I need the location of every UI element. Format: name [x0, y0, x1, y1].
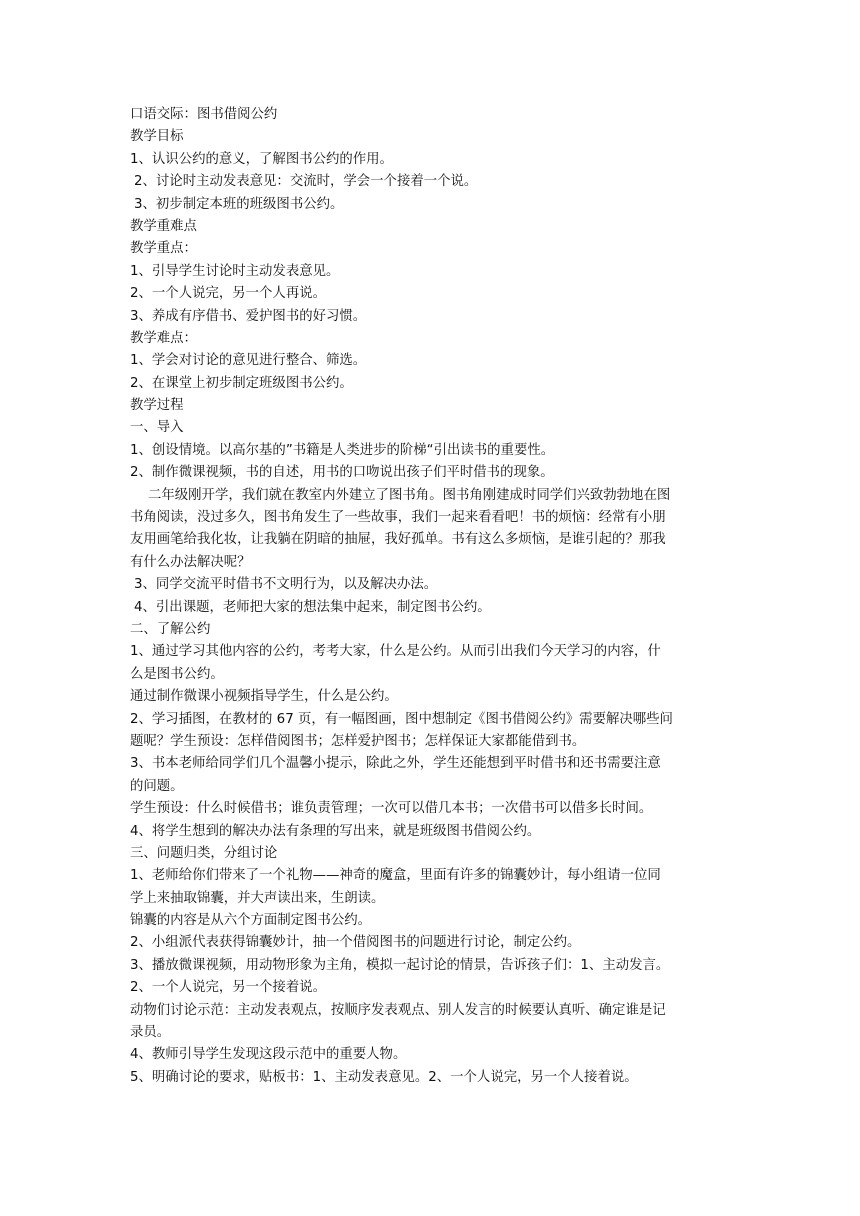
paragraph-line: 3、养成有序借书、爱护图书的好习惯。 — [130, 308, 367, 324]
paragraph-line: 4、引出课题，老师把大家的想法集中起来，制定图书公约。 — [134, 599, 491, 615]
paragraph-line: 录员。 — [130, 1025, 171, 1041]
paragraph-line: 1、认识公约的意义，了解图书公约的作用。 — [130, 151, 393, 167]
document-title: 口语交际：图书借阅公约 — [130, 107, 278, 122]
paragraph-line: 2、一个人说完，另一个接着说。 — [130, 980, 326, 996]
paragraph-line: 1、创设情境。以高尔基的”书籍是人类进步的阶梯“引出读书的重要性。 — [130, 442, 555, 458]
paragraph-line: 2、制作微课视频，书的自述，用书的口吻说出孩子们平时借书的现象。 — [130, 465, 554, 481]
paragraph-line: 学生预设：什么时候借书；谁负责管理；一次可以借几本书；一次借书可以借多长时间。 — [130, 801, 653, 817]
paragraph-line: 1、老师给你们带来了一个礼物——神奇的魔盒，里面有许多的锦囊妙计，每小组请一位同 — [130, 868, 661, 884]
paragraph-line: 2、讨论时主动发表意见：交流时，学会一个接着一个说。 — [134, 174, 478, 190]
subsection-heading: 一、导入 — [130, 420, 184, 436]
subsection-heading: 二、了解公约 — [130, 621, 211, 637]
paragraph-line: 学上来抽取锦囊，并大声读出来，生朗读。 — [130, 890, 385, 906]
section-heading: 教学过程 — [130, 398, 184, 414]
paragraph-line: 书角阅读，没过多久，图书角发生了一些故事，我们一起来看看吧！书的烦恼：经常有小朋 — [130, 510, 666, 526]
paragraph-line: 1、通过学习其他内容的公约，考考大家，什么是公约。从而引出我们今天学习的内容，什 — [130, 644, 661, 660]
paragraph-line: 4、教师引导学生发现这段示范中的重要人物。 — [130, 1047, 407, 1063]
paragraph-line: 2、一个人说完，另一个人再说。 — [130, 286, 326, 302]
subsection-heading: 教学重点： — [130, 241, 197, 257]
paragraph-line: 5、明确讨论的要求，贴板书：1、主动发表意见。2、一个人说完，另一个人接着说。 — [130, 1069, 638, 1085]
document-body — [130, 104, 730, 1089]
paragraph-line: 题呢？学生预设：怎样借阅图书；怎样爱护图书；怎样保证大家都能借到书。 — [130, 733, 586, 749]
section-heading: 教学重难点 — [130, 218, 197, 234]
paragraph-line: 2、小组派代表获得锦囊妙计，抽一个借阅图书的问题进行讨论，制定公约。 — [130, 935, 581, 951]
paragraph-line: 1、学会对讨论的意见进行整合、筛选。 — [130, 353, 367, 369]
paragraph-line: 通过制作微课小视频指导学生，什么是公约。 — [130, 689, 398, 705]
paragraph-line: 2、学习插图，在教材的 67 页，有一幅图画，图中想制定《图书借阅公约》需要解决哪些问 — [130, 711, 673, 727]
paragraph-line: 么是图书公约。 — [130, 666, 224, 682]
paragraph-line: 3、初步制定本班的班级图书公约。 — [134, 196, 344, 212]
paragraph-line: 4、将学生想到的解决办法有条理的写出来，就是班级图书借阅公约。 — [130, 823, 541, 839]
paragraph-line: 有什么办法解决呢？ — [130, 554, 251, 570]
paragraph-line: 动物们讨论示范：主动发表观点，按顺序发表观点、别人发言的时候要认真听、确定谁是记 — [130, 1002, 666, 1018]
paragraph-line: 3、书本老师给同学们几个温馨小提示，除此之外，学生还能想到平时借书和还书需要注意 — [130, 756, 661, 772]
paragraph-line: 二年级刚开学，我们就在教室内外建立了图书角。图书角刚建成时同学们兴致勃勃地在图 — [148, 487, 671, 503]
paragraph-line: 3、同学交流平时借书不文明行为，以及解决办法。 — [134, 577, 438, 593]
paragraph-line: 3、播放微课视频，用动物形象为主角，模拟一起讨论的情景，告诉孩子们：1、主动发言。 — [130, 957, 670, 973]
paragraph-line: 2、在课堂上初步制定班级图书公约。 — [130, 375, 353, 391]
subsection-heading: 教学难点： — [130, 330, 197, 346]
paragraph-line: 锦囊的内容是从六个方面制定图书公约。 — [130, 913, 372, 929]
subsection-heading: 三、问题归类，分组讨论 — [130, 845, 278, 861]
paragraph-line: 友用画笔给我化妆，让我躺在阴暗的抽屉，我好孤单。书有这么多烦恼，是谁引起的？那我 — [130, 532, 666, 548]
paragraph-line: 1、引导学生讨论时主动发表意见。 — [130, 263, 340, 279]
paragraph-line: 的问题。 — [130, 778, 184, 794]
section-heading: 教学目标 — [130, 129, 184, 145]
